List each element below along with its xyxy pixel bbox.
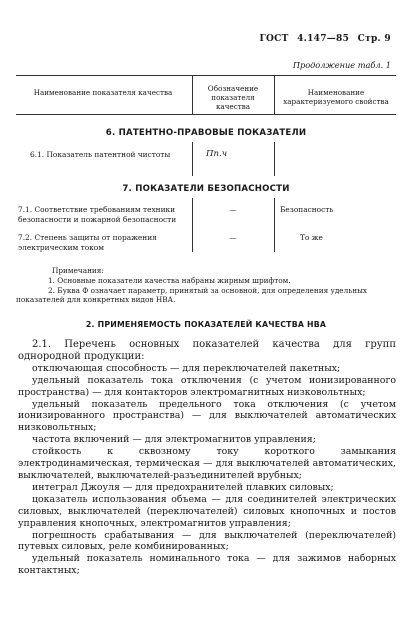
- column-header-name: Наименование показателя качества: [33, 88, 173, 97]
- paragraph: удельный показатель тока отключения (с учетом ионизированного пространства) — для контакторов электромагнитных низковольтных;: [18, 374, 396, 398]
- column-header-property: Наименование характеризуемого свойства: [283, 88, 389, 106]
- table-top-rule: [16, 75, 396, 76]
- paragraph: стойкость к сквозному току короткого замыкания электродинамическая, термическая — для выключателей автоматических, выключателей, выключателей-разъединителей врубных;: [18, 446, 396, 481]
- indicator-name: 7.1. Соответствие требованиям техники безопасности и пожарной безопасности: [18, 205, 177, 224]
- table-header-divider: [192, 75, 193, 115]
- paragraph: удельный показатель номинального тока — для зажимов наборных контактных;: [18, 553, 396, 577]
- section-title-patent: 6. ПАТЕНТНО-ПРАВОВЫЕ ПОКАЗАТЕЛИ: [105, 128, 307, 138]
- standard-number: 4.147—85: [297, 34, 350, 44]
- paragraph: 2.1. Перечень основных показателей качества для групп однородной продукции:: [18, 339, 396, 362]
- table-column-divider: [274, 198, 275, 252]
- applicability-text: [18, 339, 396, 577]
- paragraph: интеграл Джоуля — для предохранителей плавких силовых;: [32, 481, 334, 493]
- paragraph: удельный показатель предельного тока отключения (с учетом ионизированного пространства) — для выключателей автоматических низковольтных;: [18, 398, 396, 434]
- indicator-property: Безопасность: [280, 205, 334, 214]
- note-item: 1. Основные показатели качества набраны жирным шрифтом.: [48, 275, 291, 285]
- column-header-symbol: Обозначение показателя качества: [207, 84, 259, 111]
- page-header: [255, 34, 391, 44]
- note-item: 2. Буква Ф означает параметр, принятый за основной, для определения удельных показателей для конкретных видов НВА.: [16, 285, 368, 305]
- paragraph: частота включений — для электромагнитов управления;: [32, 434, 316, 446]
- paragraph: цоказатель использования объема — для соединителей электрических силовых, выключателей (переключателей) силовых кнопочных и постов управления кнопочных, электромагнитов управления;: [18, 493, 396, 529]
- indicator-symbol: Пп.ч: [206, 149, 228, 159]
- standard-label: ГОСТ: [259, 34, 289, 44]
- indicator-symbol: —: [229, 233, 237, 242]
- table-continuation-label: Продолжение табл. 1: [292, 60, 391, 70]
- table-header-rule: [16, 114, 396, 115]
- section-title-safety: 7. ПОКАЗАТЕЛИ БЕЗОПАСНОСТИ: [122, 184, 290, 194]
- table-column-divider: [274, 142, 275, 176]
- indicator-symbol: —: [229, 205, 237, 214]
- table-column-divider: [192, 198, 193, 252]
- indicator-name: 6.1. Показатель патентной чистоты: [30, 150, 171, 159]
- page-number: Стр. 9: [357, 34, 391, 44]
- section-title-applicability: 2. ПРИМЕНЯЕМОСТЬ ПОКАЗАТЕЛЕЙ КАЧЕСТВА НВА: [85, 320, 327, 329]
- notes-block: [16, 266, 396, 305]
- indicator-property: То же: [300, 233, 323, 242]
- indicator-name: 7.2. Степень защиты от поражения электрическим током: [18, 233, 157, 252]
- table-column-divider: [192, 142, 193, 176]
- paragraph: отключающая способность — для переключателей пакетных;: [32, 362, 341, 374]
- paragraph: погрешность срабатывания — для выключателей (переключателей) путевых силовых, реле комбинированных;: [18, 529, 396, 553]
- notes-title: Примечания:: [52, 266, 104, 275]
- table-header-divider: [274, 75, 275, 115]
